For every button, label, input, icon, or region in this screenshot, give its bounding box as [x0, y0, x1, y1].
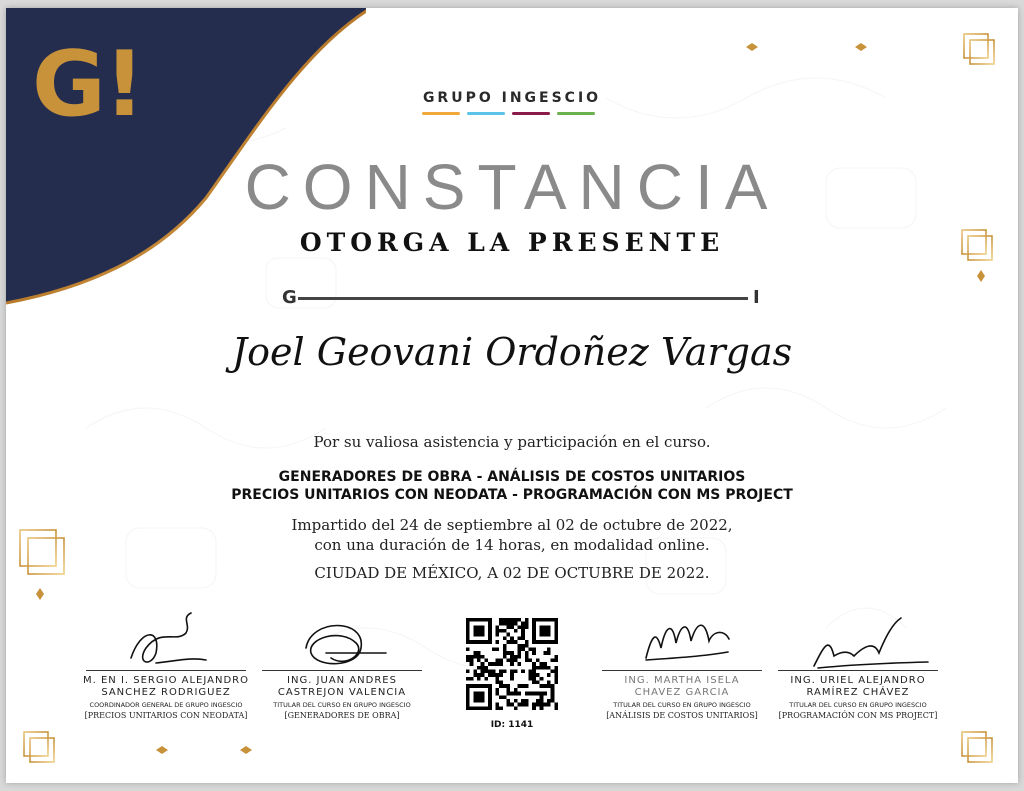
qr-module	[477, 666, 481, 670]
qr-module	[466, 670, 470, 674]
qr-module	[532, 703, 536, 707]
qr-module	[506, 703, 510, 707]
qr-module	[532, 662, 536, 666]
signatory-1	[82, 670, 250, 720]
qr-module	[554, 655, 558, 659]
brand-name: GRUPO INGESCIO	[422, 90, 602, 106]
qr-module	[521, 699, 525, 703]
qr-module	[506, 699, 510, 703]
qr-module	[466, 655, 470, 659]
qr-module	[521, 633, 525, 637]
qr-finder	[473, 692, 484, 703]
qr-module	[540, 706, 544, 710]
signatory-4	[774, 670, 942, 720]
qr-module	[536, 699, 540, 703]
qr-module	[554, 706, 558, 710]
signatory-2	[258, 670, 426, 720]
qr-module	[510, 622, 514, 626]
qr-module	[529, 658, 533, 662]
qr-module	[503, 647, 507, 651]
qr-module	[514, 670, 518, 674]
qr-finder	[473, 625, 484, 636]
brand-bar-3	[512, 112, 550, 115]
qr-module	[554, 677, 558, 681]
qr-module	[540, 684, 544, 688]
qr-module	[506, 684, 510, 688]
qr-module	[466, 647, 470, 651]
qr-module	[521, 703, 525, 707]
qr-module	[543, 684, 547, 688]
qr-module	[495, 706, 499, 710]
qr-module	[532, 681, 536, 685]
qr-module	[477, 655, 481, 659]
qr-module	[499, 622, 503, 626]
qr-module	[518, 651, 522, 655]
qr-module	[551, 695, 555, 699]
course-line-1: GENERADORES DE OBRA - ANÁLISIS DE COSTOS UNITARIOS	[278, 469, 746, 485]
qr-module	[525, 651, 529, 655]
qr-module	[466, 677, 470, 681]
signatory-role: TITULAR DEL CURSO EN GRUPO INGESCIO	[789, 701, 927, 709]
qr-module	[481, 673, 485, 677]
qr-module	[506, 618, 510, 622]
qr-module	[499, 673, 503, 677]
logo-monogram: G!	[32, 32, 143, 137]
qr-module	[521, 684, 525, 688]
qr-module	[532, 670, 536, 674]
qr-module	[554, 681, 558, 685]
qr-module	[481, 655, 485, 659]
qr-module	[506, 658, 510, 662]
qr-module	[503, 636, 507, 640]
qr-module	[525, 699, 529, 703]
qr-module	[554, 666, 558, 670]
qr-module	[503, 670, 507, 674]
qr-module	[543, 666, 547, 670]
qr-module	[525, 658, 529, 662]
qr-module	[521, 647, 525, 651]
qr-module	[525, 684, 529, 688]
qr-module	[540, 699, 544, 703]
qr-module	[510, 655, 514, 659]
signatory-name-1: ING. MARTHA ISELA	[624, 675, 740, 686]
qr-module	[529, 670, 533, 674]
qr-module	[518, 618, 522, 622]
signatory-role: TITULAR DEL CURSO EN GRUPO INGESCIO	[273, 701, 411, 709]
city-date: CIUDAD DE MÉXICO, A 02 DE OCTUBRE DE 2022.	[314, 564, 710, 582]
qr-module	[503, 651, 507, 655]
qr-module	[510, 662, 514, 666]
qr-module	[470, 658, 474, 662]
certificate-subtitle: OTORGA LA PRESENTE	[299, 228, 725, 257]
qr-module	[551, 658, 555, 662]
signature-line	[262, 670, 422, 671]
signatory-name-2: CHAVEZ GARCIA	[634, 687, 730, 698]
qr-module	[518, 625, 522, 629]
qr-module	[470, 662, 474, 666]
qr-module	[518, 692, 522, 696]
course-info	[6, 515, 1018, 555]
qr-module	[547, 699, 551, 703]
qr-module	[518, 636, 522, 640]
qr-module	[514, 618, 518, 622]
signatory-name-2: RAMÍREZ CHÁVEZ	[806, 687, 910, 698]
qr-module	[510, 673, 514, 677]
qr-module	[473, 670, 477, 674]
qr-module	[551, 670, 555, 674]
signatory-course: [GENERADORES DE OBRA]	[284, 711, 400, 720]
recipient-name: Joel Geovani Ordoñez Vargas	[231, 330, 793, 374]
qr-module	[543, 703, 547, 707]
qr-module	[540, 703, 544, 707]
qr-module	[499, 684, 503, 688]
qr-module	[547, 703, 551, 707]
qr-module	[510, 670, 514, 674]
qr-module	[521, 629, 525, 633]
qr-module	[540, 662, 544, 666]
qr-module	[477, 658, 481, 662]
qr-module	[547, 673, 551, 677]
qr-module	[536, 658, 540, 662]
qr-module	[503, 629, 507, 633]
qr-module	[540, 695, 544, 699]
qr-module	[518, 662, 522, 666]
signature-2-scribble	[306, 626, 386, 664]
qr-module	[554, 673, 558, 677]
qr-module	[503, 655, 507, 659]
qr-module	[518, 703, 522, 707]
signatory-name-1: ING. JUAN ANDRES	[287, 675, 397, 686]
qr-module	[521, 670, 525, 674]
qr-module	[532, 673, 536, 677]
qr-module	[529, 647, 533, 651]
qr-module	[510, 618, 514, 622]
course-titles	[6, 468, 1018, 504]
qr-module	[514, 699, 518, 703]
qr-module	[518, 647, 522, 651]
qr-module	[536, 673, 540, 677]
qr-module	[492, 647, 496, 651]
divider-left-letter: G	[282, 287, 297, 308]
qr-module	[510, 625, 514, 629]
qr-code[interactable]	[466, 618, 558, 710]
qr-module	[506, 692, 510, 696]
qr-module	[514, 655, 518, 659]
qr-module	[499, 629, 503, 633]
qr-module	[506, 651, 510, 655]
qr-module	[547, 684, 551, 688]
qr-module	[495, 673, 499, 677]
qr-module	[484, 677, 488, 681]
signatory-course: [PROGRAMACIÓN CON MS PROJECT]	[778, 711, 938, 720]
brand-bar-4	[557, 112, 595, 115]
qr-module	[514, 629, 518, 633]
qr-module	[525, 625, 529, 629]
qr-module	[473, 673, 477, 677]
qr-module	[532, 677, 536, 681]
qr-module	[466, 658, 470, 662]
qr-module	[499, 658, 503, 662]
brand-bar-1	[422, 112, 460, 115]
statement-text: Por su valiosa asistencia y participación en el curso.	[313, 433, 711, 451]
qr-module	[551, 692, 555, 696]
qr-module	[514, 640, 518, 644]
qr-module	[506, 625, 510, 629]
qr-module	[543, 692, 547, 696]
qr-id: ID: 1141	[490, 720, 534, 730]
qr-module	[551, 684, 555, 688]
qr-module	[499, 695, 503, 699]
qr-module	[495, 703, 499, 707]
qr-module	[481, 662, 485, 666]
qr-module	[525, 622, 529, 626]
divider-line	[298, 297, 748, 300]
qr-module	[488, 662, 492, 666]
course-line-2: PRECIOS UNITARIOS CON NEODATA - PROGRAMACIÓN CON MS PROJECT	[231, 487, 793, 503]
qr-module	[554, 670, 558, 674]
signature-1-scribble	[131, 613, 206, 663]
qr-module	[536, 692, 540, 696]
qr-module	[518, 655, 522, 659]
divider-right-letter: I	[753, 287, 760, 308]
signature-4-scribble	[814, 618, 928, 668]
qr-module	[510, 636, 514, 640]
brand-bar-2	[467, 112, 505, 115]
qr-module	[506, 622, 510, 626]
qr-module	[499, 706, 503, 710]
qr-module	[525, 692, 529, 696]
qr-module	[495, 658, 499, 662]
qr-module	[536, 703, 540, 707]
certificate-page	[6, 8, 1018, 783]
qr-module	[473, 651, 477, 655]
qr-module	[521, 636, 525, 640]
qr-module	[540, 677, 544, 681]
qr-module	[506, 688, 510, 692]
qr-module	[514, 658, 518, 662]
qr-module	[521, 644, 525, 648]
signatory-name-1: ING. URIEL ALEJANDRO	[790, 675, 926, 686]
qr-module	[495, 677, 499, 681]
qr-module	[506, 640, 510, 644]
qr-module	[529, 673, 533, 677]
qr-module	[477, 673, 481, 677]
signatory-role: COORDINADOR GENERAL DE GRUPO INGESCIO	[89, 701, 243, 709]
qr-module	[518, 644, 522, 648]
qr-module	[514, 688, 518, 692]
qr-module	[495, 662, 499, 666]
qr-module	[506, 633, 510, 637]
qr-module	[495, 633, 499, 637]
qr-module	[532, 706, 536, 710]
qr-module	[510, 658, 514, 662]
qr-module	[518, 684, 522, 688]
qr-module	[484, 670, 488, 674]
qr-module	[503, 684, 507, 688]
signatory-name-2: SANCHEZ RODRIGUEZ	[101, 687, 231, 698]
qr-module	[495, 629, 499, 633]
qr-module	[521, 625, 525, 629]
qr-module	[495, 625, 499, 629]
qr-module	[525, 655, 529, 659]
qr-module	[495, 688, 499, 692]
qr-module	[547, 647, 551, 651]
qr-module	[514, 622, 518, 626]
qr-module	[499, 662, 503, 666]
qr-module	[514, 706, 518, 710]
qr-module	[481, 670, 485, 674]
qr-module	[525, 618, 529, 622]
qr-module	[525, 644, 529, 648]
signatory-course: [PRECIOS UNITARIOS CON NEODATA]	[84, 711, 248, 720]
qr-module	[547, 666, 551, 670]
qr-module	[473, 655, 477, 659]
qr-module	[547, 651, 551, 655]
qr-module	[499, 681, 503, 685]
qr-module	[536, 681, 540, 685]
qr-module	[551, 699, 555, 703]
qr-module	[529, 677, 533, 681]
qr-module	[525, 640, 529, 644]
qr-module	[495, 640, 499, 644]
qr-module	[543, 651, 547, 655]
qr-module	[554, 703, 558, 707]
qr-module	[532, 647, 536, 651]
qr-module	[503, 644, 507, 648]
qr-module	[503, 695, 507, 699]
qr-module	[532, 692, 536, 696]
qr-module	[554, 658, 558, 662]
signature-3-scribble	[646, 625, 729, 660]
signatory-name-2: CASTREJON VALENCIA	[277, 687, 407, 698]
qr-module	[503, 622, 507, 626]
signatory-role: TITULAR DEL CURSO EN GRUPO INGESCIO	[613, 701, 751, 709]
signature-line	[86, 670, 246, 671]
info-line-2: con una duración de 14 horas, en modalidad online.	[314, 536, 710, 554]
certificate-title: CONSTANCIA	[244, 151, 780, 223]
qr-module	[510, 692, 514, 696]
signatory-name-1: M. EN I. SERGIO ALEJANDRO	[83, 675, 249, 686]
qr-module	[470, 655, 474, 659]
qr-module	[521, 622, 525, 626]
qr-module	[492, 673, 496, 677]
qr-module	[503, 618, 507, 622]
qr-module	[532, 666, 536, 670]
info-line-1: Impartido del 24 de septiembre al 02 de octubre de 2022,	[291, 516, 733, 534]
signature-line	[602, 670, 762, 671]
qr-module	[540, 666, 544, 670]
qr-module	[529, 692, 533, 696]
qr-module	[540, 692, 544, 696]
qr-module	[495, 647, 499, 651]
qr-module	[492, 670, 496, 674]
qr-module	[477, 651, 481, 655]
qr-module	[488, 673, 492, 677]
qr-module	[510, 677, 514, 681]
qr-module	[481, 666, 485, 670]
qr-module	[547, 681, 551, 685]
qr-module	[499, 618, 503, 622]
signatory-3	[598, 670, 766, 720]
qr-module	[488, 670, 492, 674]
qr-module	[484, 658, 488, 662]
qr-module	[514, 692, 518, 696]
qr-module	[536, 666, 540, 670]
signatory-course: [ANÁLISIS DE COSTOS UNITARIOS]	[606, 711, 758, 720]
qr-module	[484, 666, 488, 670]
qr-module	[532, 651, 536, 655]
qr-module	[470, 677, 474, 681]
qr-module	[477, 677, 481, 681]
qr-module	[499, 670, 503, 674]
qr-module	[510, 651, 514, 655]
qr-module	[492, 662, 496, 666]
signature-line	[778, 670, 938, 671]
qr-module	[510, 703, 514, 707]
qr-module	[551, 688, 555, 692]
qr-module	[543, 662, 547, 666]
qr-module	[495, 692, 499, 696]
qr-finder	[540, 625, 551, 636]
qr-module	[525, 703, 529, 707]
qr-module	[495, 681, 499, 685]
qr-module	[510, 640, 514, 644]
